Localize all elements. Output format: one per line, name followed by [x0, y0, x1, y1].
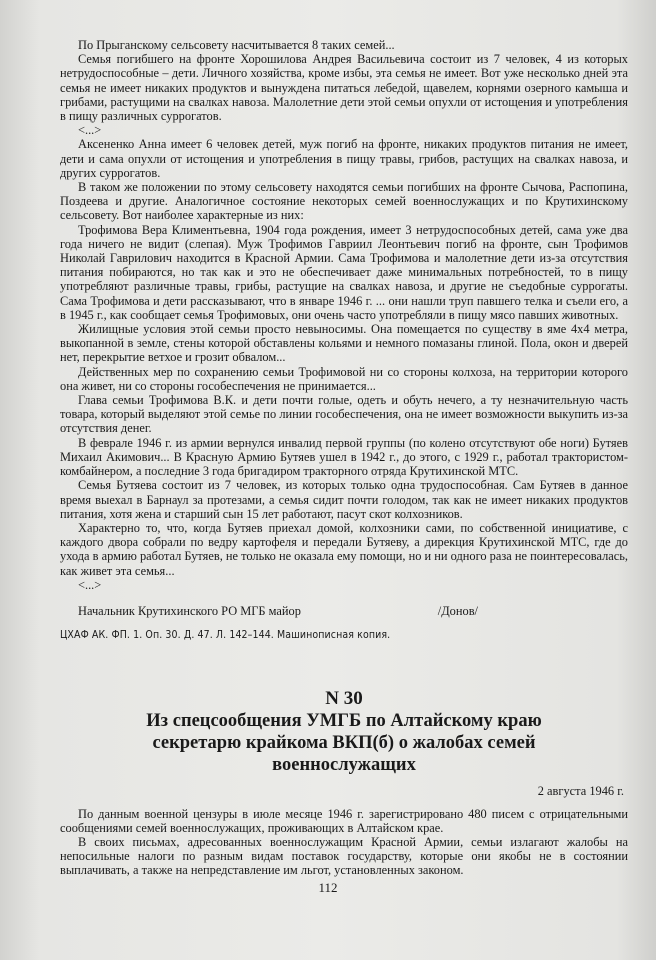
paragraph: Действенных мер по сохранению семьи Трофимовой ни со стороны колхоза, на территории которого она живет, ни со стороны гособеспечения не принимается...: [60, 364, 628, 393]
paragraph: По Прыганскому сельсовету насчитывается 8 таких семей...: [78, 38, 395, 52]
paragraph: Жилищные условия этой семьи просто невыносимы. Она помещается по существу в яме 4х4 метра, выкопанной в земле, стены которой обставлены кольями и немного помазаны глиной. Пола, окон и дверей нет, перекрытие ветхое и грозит обвалом...: [60, 322, 628, 365]
paragraph: Семья погибшего на фронте Хорошилова Андрея Васильевича состоит из 7 человек, 4 из которых нетрудоспособные – дети. Личного хозяйства, кроме избы, эта семья не имеет. Вот уже несколько дней эта семья не имеет никаких продуктов и вынуждена питаться лебедой, щавелем, корнями озерного камыша и грибами, растущими на свалках навоза. Малолетние дети этой семьи опухли от истощения и употребления в пищу различных суррогатов.: [60, 52, 628, 124]
document-number: N 30: [325, 688, 363, 710]
paragraph: Трофимова Вера Климентьевна, 1904 года рождения, имеет 3 нетрудоспособных детей, сама уже два года ничего не видит (слепая). Муж Трофимов Гавриил Леонтьевич погиб на фронте, сын Трофимов Николай Гаврилович находится в Красной Армии. Сама Трофимова и малолетние дети из-за отсутствия питания побираются, но так как и это не обеспечивает даже минимальных потребностей, то в пищу употребляют различные травы, грибы, растущие на свалках навоза, и другие не съедобные суррогаты. Сама Трофимова и дети рассказывают, что в январе 1946 г. ... они нашли труп павшего телка и съели его, а в 1945 г., как сообщает семья Трофимовых, они очень часто употребляли в пищу мясо павших животных.: [60, 222, 628, 322]
archive-reference: ЦХАФ АК. ФП. 1. Оп. 30. Д. 47. Л. 142–144. Машинописная копия.: [60, 629, 391, 642]
signature-position: Начальник Крутихинского РО МГБ майор: [78, 603, 301, 618]
paragraph: В своих письмах, адресованных военнослужащим Красной Армии, семьи излагают жалобы на непосильные налоги по разным видам поставок государству, которые они якобы не в состоянии выплачивать, а также на непредставление им льгот, установленных законом.: [60, 834, 628, 878]
paragraph: Семья Бутяева состоит из 7 человек, из которых только одна трудоспособная. Сам Бутяев в данное время выехал в Барнаул за протезами, а семья сидит почти голодом, так как не имеет никаких продуктов питания, хотя жена и старший сын 15 лет работают, пасут скот колхозников.: [60, 478, 628, 521]
paragraph: В таком же положении по этому сельсовету находятся семьи погибших на фронте Сычова, Распопина, Поздеева и другие. Аналогичное состояние некоторых семей военнослужащих и по Крутихинскому сельсовету. Вот наиболее характерные из них:: [60, 180, 628, 223]
paragraph-omission: <...>: [78, 577, 102, 592]
paragraph: Аксененко Анна имеет 6 человек детей, муж погиб на фронте, никаких продуктов питания не имеет, дети и сама опухли от истощения и употребления в пищу травы, грибов, растущих на свалках навоза, и других суррогатов.: [60, 137, 628, 180]
paragraph: В феврале 1946 г. из армии вернулся инвалид первой группы (по колено отсутствуют обе ноги) Бутяев Михаил Акимович... В Красную Армию Бутяев ушел в 1942 г., до этого, с 1929 г., работал трактористом-комбайнером, а последние 3 года бригадиром тракторного отряда Крутихинской МТС.: [60, 435, 628, 479]
document-title: Из спецсообщения УМГБ по Алтайскому краю секретарю крайкома ВКП(б) о жалобах семей военнослужащих: [146, 711, 542, 776]
paragraph-omission: <...>: [78, 123, 102, 138]
paragraph: Глава семьи Трофимова В.К. и дети почти голые, одеть и обуть нечего, а ту незначительную часть товара, который выделяют этой семье по линии гособеспечения, она не имеет возможности выкупить из-за отсутствия денег.: [60, 393, 628, 436]
document-body: [60, 807, 628, 878]
page-number: 112: [318, 880, 338, 895]
signature-name: /Донов/: [437, 603, 478, 618]
paragraph: По данным военной цензуры в июле месяце 1946 г. зарегистрировано 480 писем с отрицательными сообщениями семей военнослужащих, проживающих в Алтайском крае.: [60, 806, 628, 835]
signature-line: [60, 604, 628, 618]
main-text: [60, 38, 628, 878]
paragraph: Характерно то, что, когда Бутяев приехал домой, колхозники сами, по собственной инициативе, с каждого двора собрали по ведру картофеля и передали Бутяеву, а дирекция Крутихинской МТС, где до ухода в армию работал Бутяев, не только не оказала ему помощи, но и ни одного раза не поинтересовалась, как живет эта семья...: [60, 520, 629, 578]
document-date: 2 августа 1946 г.: [537, 784, 624, 799]
